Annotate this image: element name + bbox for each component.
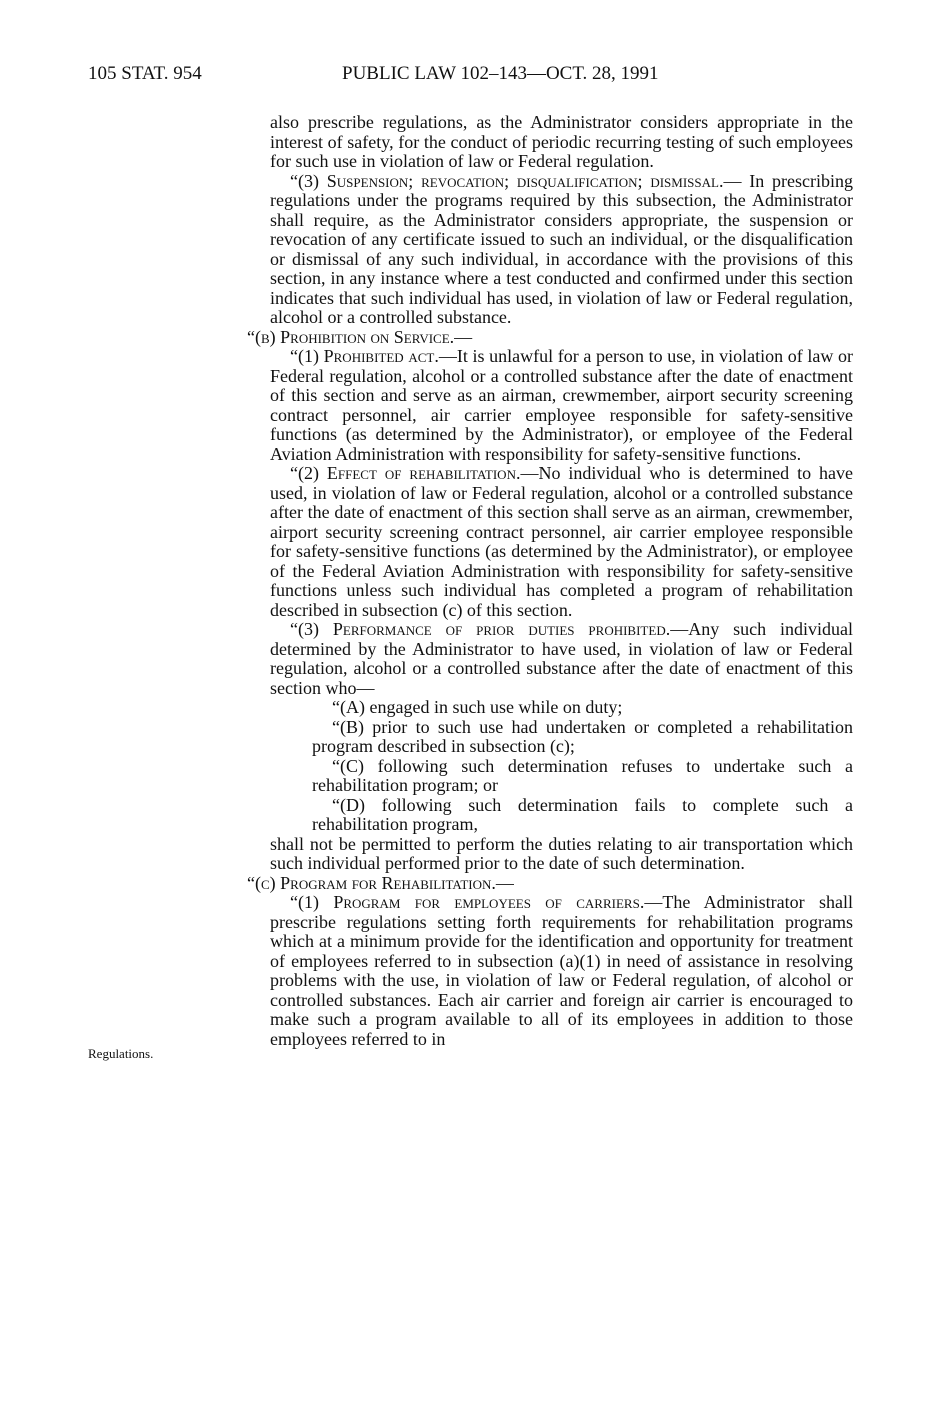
margin-note-regulations: Regulations. (88, 1046, 154, 1061)
text-program-for-employees: The Administrator shall prescribe regulations setting forth requirements for rehabilitation programs which at a minimum provide for the identification and opportunity for treatment of employees referred to in subsection (a)(1) in need of assistance in resolving problems with the use, in violation of law or Federal regulation, of alcohol or controlled substances. Each air carrier and foreign air carrier is encouraged to make such a program available to all of its employees in addition to those employees referred to in (270, 892, 853, 1049)
heading-program-for-rehabilitation (247, 874, 853, 894)
heading-prohibition-on-service (247, 328, 853, 348)
clause-A: “(A) engaged in such use while on duty; (332, 697, 623, 717)
page-number-stat: 105 STAT. 954 (88, 63, 202, 84)
heading-b-text: “(b) Prohibition on Service.— (247, 326, 473, 347)
paragraph-prior-duties-tail: shall not be permitted to perform the duties relating to air transportation which such individual performed prior to the date of such determination. (270, 833, 853, 873)
heading-c-text: “(c) Program for Rehabilitation.— (247, 872, 514, 893)
text-suspension: In prescribing regulations under the programs required by this subsection, the Administrator shall require, as the Administrator considers appropriate, the suspension or revocation of any certificate issued to such an individual, or the disqualification or dismissal of any such individual, in accordance with the provisions of this section, in any instance where a test conducted and confirmed under this section indicates that such individual has used, in violation of law or Federal regulation, alcohol or a controlled substance. (270, 170, 854, 327)
paragraph-effect-of-rehabilitation (247, 464, 853, 620)
heading-program-for-employees: “(1) Program for employees of carriers.— (290, 892, 663, 912)
public-law-title: PUBLIC LAW 102–143—OCT. 28, 1991 (342, 63, 659, 84)
heading-prohibited-act: “(1) Prohibited act.— (290, 346, 457, 366)
clause-B: “(B) prior to such use had undertaken or completed a rehabilitation program described in subsection (c); (312, 716, 853, 756)
paragraph-prohibited-act (247, 347, 853, 464)
heading-prior-duties: “(3) Performance of prior duties prohibited.— (290, 619, 689, 639)
heading-effect-of-rehabilitation: “(2) Effect of rehabilitation.— (290, 463, 539, 483)
paragraph-periodic-testing: also prescribe regulations, as the Administrator considers appropriate in the interest of safety, for the conduct of periodic recurring testing of such employees for such use in violation of law or Federal regulation. (270, 112, 853, 171)
paragraph-program-for-employees (247, 893, 853, 1049)
document-body (247, 113, 853, 1049)
text-prior-duties: Any such individual determined by the Administrator to have used, in violation of law or Federal regulation, alcohol or a controlled substance after the date of enactment of this section who— (270, 619, 853, 698)
text-effect-of-rehabilitation: No individual who is determined to have used, in violation of law or Federal regulation, alcohol or a controlled substance after the date of enactment of this section shall serve as an airman, crewmember, airport security screening contract personnel, air carrier employee responsible for safety-sensitive functions (as determined by the Administrator), or employee of the Federal Aviation Administration with responsibility for safety-sensitive functions unless such individual has completed a program of rehabilitation described in subsection (c) of this section. (270, 463, 853, 620)
clause-C: “(C) following such determination refuses to undertake such a rehabilitation program; or (312, 755, 853, 795)
text-prohibited-act: It is unlawful for a person to use, in violation of law or Federal regulation, alcohol or a controlled substance after the date of enactment of this section and serve as an airman, crewmember, airport security screening contract personnel, air carrier employee responsible for safety-sensitive functions (as determined by the Administrator), or employee of the Federal Aviation Administration with responsibility for safety-sensitive functions. (270, 346, 853, 464)
clause-D: “(D) following such determination fails to complete such a rehabilitation program, (312, 794, 853, 834)
paragraph-suspension (247, 172, 853, 328)
heading-suspension: “(3) Suspension; revocation; disqualification; dismissal.— (290, 170, 742, 191)
page-header (88, 63, 854, 87)
paragraph-prior-duties (247, 620, 853, 698)
